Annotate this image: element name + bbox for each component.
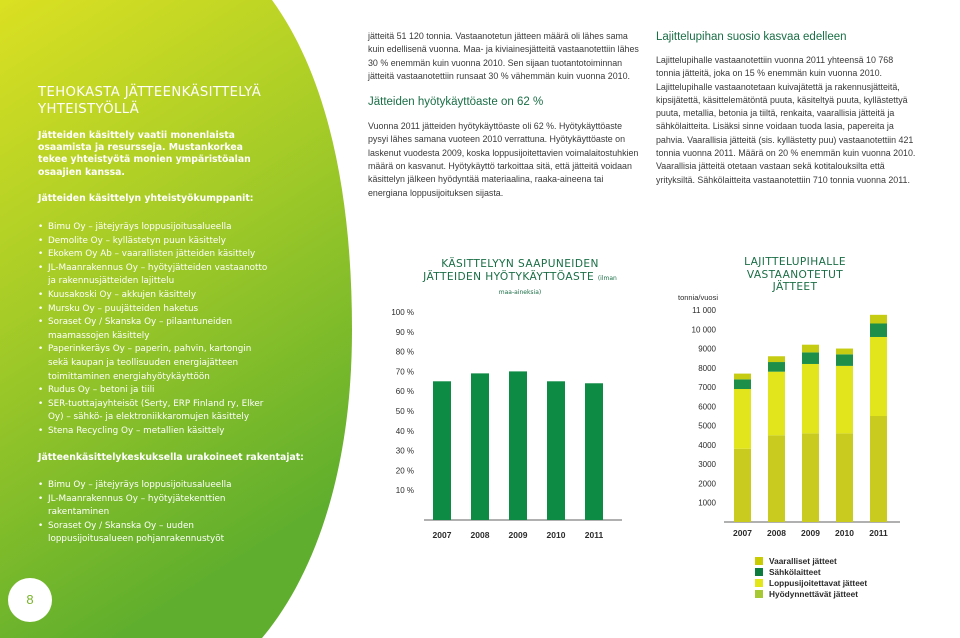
stacked-bar-segment (836, 354, 853, 366)
sorting-yard-chart (672, 292, 902, 546)
legend-item (755, 567, 867, 577)
x-tick-label: 2011 (869, 528, 888, 538)
stacked-bar-segment (802, 345, 819, 353)
stacked-bar-segment (734, 389, 751, 449)
stacked-bar-segment (802, 352, 819, 364)
y-tick-label: 3000 (698, 460, 716, 470)
legend-swatch (755, 568, 763, 576)
sorting-chart-legend (755, 556, 867, 600)
middle-column (368, 30, 642, 200)
partners-list (38, 221, 270, 439)
sidebar-intro: Jätteiden käsittely vaatii monenlaista osaamista ja resursseja. Mustankorkea tekee yhteistyötä monien ympäristöalan osaajien kanssa. (38, 130, 251, 178)
stacked-bar-segment (836, 433, 853, 522)
legend-item (755, 578, 867, 588)
sorting-yard-heading: Lajittelupihan suosio kasvaa edelleen (656, 31, 847, 43)
list-item: • SER-tuottajayhteisöt (Serty, ERP Finland ry, Elker Oy) – sähkö- ja elektroniikkaromujen käsittely (38, 398, 270, 425)
right-column (656, 30, 916, 187)
list-item: • Paperinkeräys Oy – paperin, pahvin, kartongin sekä kaupan ja teollisuuden energiajätteen toimittaminen energiahyötykäyttöön (38, 343, 270, 384)
list-item: • Soraset Oy / Skanska Oy – uuden loppusijoitusalueen pohjanrakennustyöt (38, 520, 270, 547)
x-tick-label: 2008 (470, 530, 490, 540)
x-tick-label: 2011 (584, 530, 604, 540)
stacked-bar-segment (768, 356, 785, 362)
bar (585, 383, 603, 520)
stacked-bar-segment (870, 323, 887, 336)
x-tick-label: 2009 (801, 528, 820, 538)
recovery-rate-heading: Jätteiden hyötykäyttöaste on 62 % (368, 96, 544, 109)
y-tick-label: 90 % (395, 327, 414, 337)
y-tick-label: 1000 (698, 498, 716, 508)
y-tick-label: 4000 (698, 440, 716, 450)
sorting-chart-title: LAJITTELUPIHALLE VASTAANOTETUT JÄTTEET (744, 256, 846, 293)
sorting-yard-text: Lajittelupihalle vastaanotettiin vuonna 2011 yhteensä 10 768 tonnia jätteitä, joka on 15 % enemmän kuin vuonna 2010. Lajittelupihalle vastaanotetaan kuivajätettä ja rakennusjätteitä, kipsijätettä, käsittelemätöntä puuta, käsiteltyä puuta, kyllästettyä puuta, metallia, betonia ja tiiltä, renkaita, vaarallisia jätteitä ja sähkölaitteita. Lisäksi sinne voidaan tuoda lasia, papereita ja pahvia. Vaarallisia jätteitä (sis. kyllästetty puu) vastaanotettiin 421 tonnia vuonna 2011. Määrä on 20 % enemmän kuin vuonna 2010. Vaarallisia jätteitä otetaan vastaan sekä kotitalouksilta että yrityksiltä. Sähkölaitteita vastaanotettiin 710 tonnia vuonna 2011. (656, 55, 916, 185)
recovery-rate-text: Vuonna 2011 jätteiden hyötykäyttöaste oli 62 %. Hyötykäyttöaste pysyi lähes samana vuoteen 2010 verrattuna. Hyötykäyttöaste on laskenut vuodesta 2009, koska loppusijoitettavien voimalaitostuhkien määrä on kasvanut. Hyötykäyttö tarkoittaa sitä, että jätteitä voidaan käsittelyn jälkeen hyödyntää materiaalina, raaka-aineena tai energiana loppusijoituksen sijasta. (368, 121, 639, 198)
stacked-bar-segment (768, 362, 785, 372)
y-tick-label: 6000 (698, 402, 716, 412)
stacked-bar-segment (802, 364, 819, 433)
y-tick-label: 40 % (395, 426, 414, 436)
stacked-bar-segment (870, 337, 887, 416)
y-tick-label: 10 % (395, 486, 414, 496)
sidebar-title: TEHOKASTA JÄTTEENKÄSITTELYÄ YHTEISTYÖLLÄ (38, 85, 262, 117)
x-tick-label: 2010 (546, 530, 566, 540)
x-tick-label: 2007 (733, 528, 752, 538)
legend-label: Vaaralliset jätteet (769, 556, 837, 566)
y-tick-label: 8000 (698, 363, 716, 373)
stacked-bar-segment (768, 435, 785, 522)
stacked-bar-segment (870, 416, 887, 522)
recovery-chart-title-main: KÄSITTELYYN SAAPUNEIDEN JÄTTEIDEN HYÖTYKÄYTTÖASTE (423, 258, 599, 283)
stacked-bar-segment (802, 433, 819, 522)
y-tick-label: 9000 (698, 344, 716, 354)
y-tick-label: 11 000 (692, 306, 716, 315)
y-tick-label: 5000 (698, 421, 716, 431)
middle-intro-text: jätteitä 51 120 tonnia. Vastaanotetun jätteen määrä oli lähes sama kuin edellisenä vuonna. Maa- ja kiviainesjätteitä vastaanotettiin lähes 30 % enemmän kuin vuonna 2010. Sen sijaan tuotantotoiminnan jätteitä vastaanotettiin runsaat 30 % vähemmän kuin vuonna 2010. (368, 31, 639, 81)
legend-label: Sähkölaitteet (769, 567, 821, 577)
legend-item (755, 589, 867, 599)
page-number: 8 (8, 578, 52, 622)
legend-swatch (755, 579, 763, 587)
y-tick-label: 80 % (395, 347, 414, 357)
y-tick-label: 70 % (395, 367, 414, 377)
list-item: • Stena Recycling Oy – metallien käsittely (38, 425, 270, 439)
list-item: • JL-Maanrakennus Oy – hyötyjätteiden vastaanotto ja rakennusjätteiden lajittelu (38, 262, 270, 289)
y-tick-label: 50 % (395, 407, 414, 416)
x-tick-label: 2008 (767, 528, 786, 538)
recovery-chart-title-note: (ilman maa-aineksia) (498, 274, 617, 296)
stacked-bar-segment (734, 374, 751, 380)
bar (547, 381, 565, 520)
x-tick-label: 2010 (835, 528, 854, 538)
stacked-bar-segment (768, 372, 785, 436)
bar (433, 381, 451, 520)
stacked-bar-segment (734, 379, 751, 389)
stacked-bar-segment (836, 366, 853, 433)
legend-swatch (755, 557, 763, 565)
list-item: • JL-Maanrakennus Oy – hyötyjätekenttien rakentaminen (38, 493, 270, 520)
recovery-chart-title (420, 258, 620, 300)
y-tick-label: 7000 (698, 383, 716, 393)
y-tick-label: 60 % (395, 387, 414, 397)
y-tick-label: 20 % (395, 466, 414, 476)
y-tick-label: 2000 (698, 479, 716, 489)
list-item: • Bimu Oy – jätejyräys loppusijoitusalueella (38, 221, 270, 235)
y-axis-label: tonnia/vuosi (677, 293, 719, 302)
legend-swatch (755, 590, 763, 598)
legend-item (755, 556, 867, 566)
stacked-bar-segment (836, 349, 853, 355)
bar (509, 371, 527, 520)
y-tick-label: 100 % (391, 308, 414, 317)
legend-label: Loppusijoitettavat jätteet (769, 578, 868, 588)
stacked-bar-segment (734, 449, 751, 522)
list-item: • Soraset Oy / Skanska Oy – pilaantuneiden maamassojen käsittely (38, 316, 270, 343)
list-item: • Kuusakoski Oy – akkujen käsittely (38, 289, 270, 303)
partners-heading: Jätteiden käsittelyn yhteistyökumppanit: (38, 193, 254, 204)
list-item: • Bimu Oy – jätejyräys loppusijoitusalueella (38, 479, 270, 493)
stacked-bar-segment (870, 315, 887, 324)
bar (471, 373, 489, 520)
builders-list (38, 479, 270, 547)
recovery-rate-chart (380, 300, 630, 545)
y-tick-label: 30 % (395, 446, 414, 456)
list-item: • Demolite Oy – kyllästetyn puun käsittely (38, 235, 270, 249)
y-tick-label: 10 000 (691, 325, 716, 335)
list-item: • Mursku Oy – puujätteiden haketus (38, 303, 270, 317)
builders-heading: Jätteenkäsittelykeskuksella urakoineet rakentajat: (38, 452, 304, 463)
x-tick-label: 2009 (508, 530, 528, 540)
list-item: • Ekokem Oy Ab – vaarallisten jätteiden käsittely (38, 248, 270, 262)
legend-label: Hyödynnettävät jätteet (769, 589, 858, 599)
x-tick-label: 2007 (432, 530, 452, 540)
list-item: • Rudus Oy – betoni ja tiili (38, 384, 270, 398)
